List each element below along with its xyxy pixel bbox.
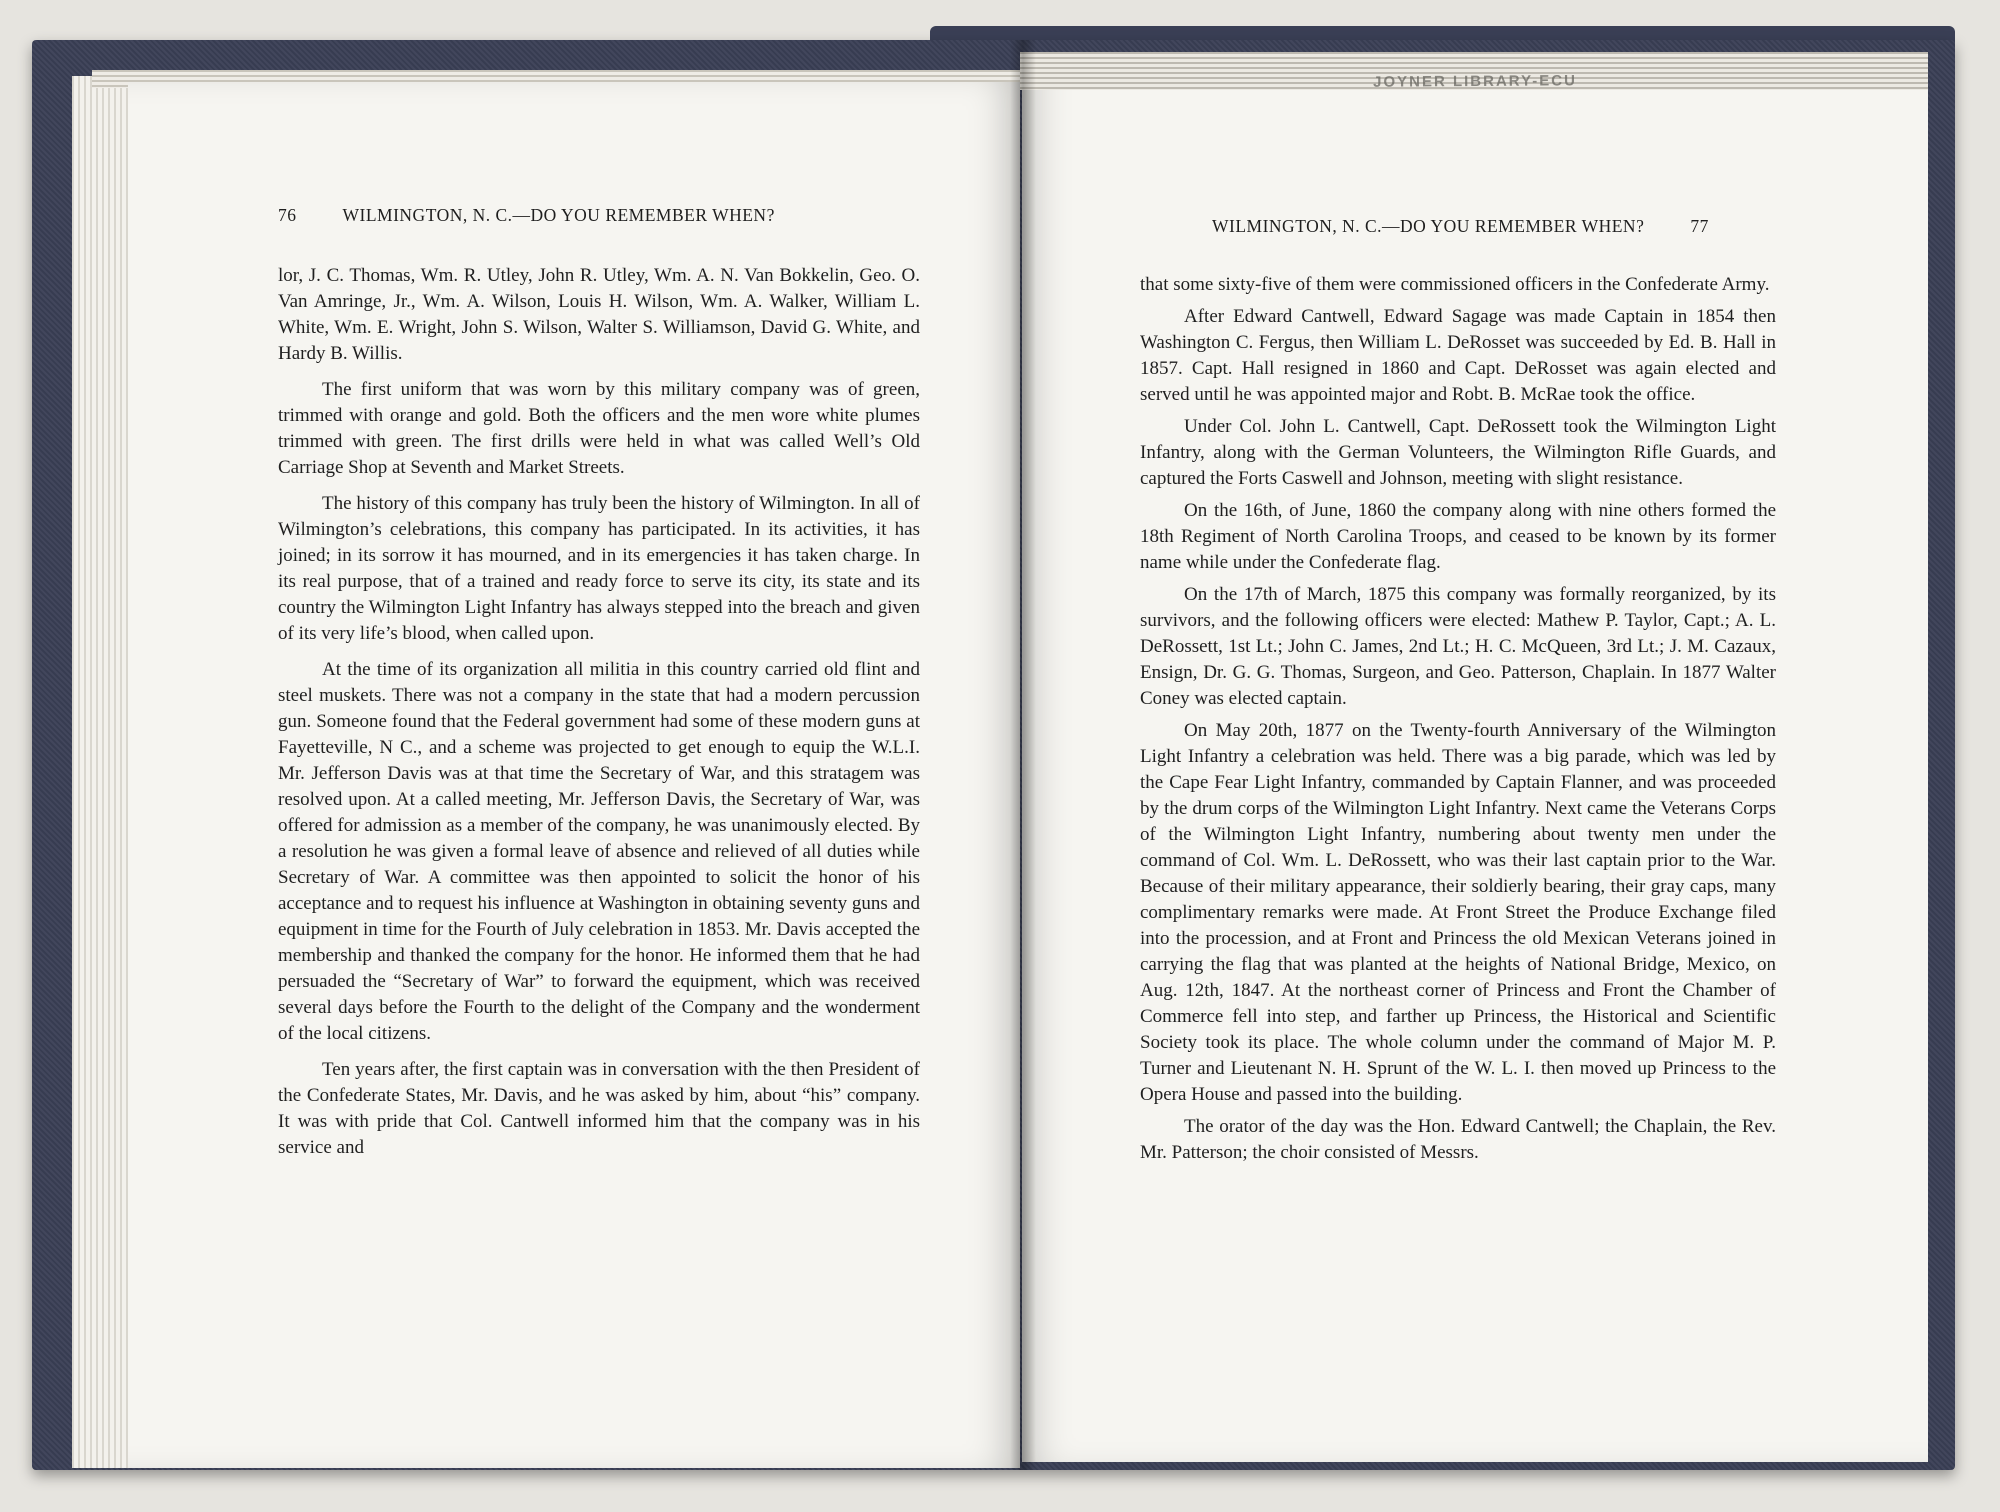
- paragraph: The first uniform that was worn by this military company was of green, trimmed with orange and gold. Both the officers and the men wore white plumes trimmed with green. The first drills were held in what was called Well’s Old Carriage Shop at Seventh and Market Streets.: [278, 379, 920, 478]
- paragraph: On the 16th, of June, 1860 the company along with nine others formed the 18th Regiment of North Carolina Troops, and ceased to be known by its former name while under the Confederate flag.: [1140, 500, 1776, 573]
- paragraph: that some sixty-five of them were commissioned officers in the Confederate Army.: [1140, 274, 1770, 295]
- right-running-head-title: WILMINGTON, N. C.—DO YOU REMEMBER WHEN?: [1212, 216, 1645, 236]
- paragraph: On May 20th, 1877 on the Twenty-fourth Anniversary of the Wilmington Light Infantry a celebration was held. There was a big parade, which was led by the Cape Fear Light Infantry, commanded by Captain Flanner, and was proceeded by the drum corps of the Wilmington Light Infantry. Next came the Veterans Corps of the Wilmington Light Infantry, numbering about twenty men under the command of Col. Wm. L. DeRossett, who was their last captain prior to the War. Because of their military appearance, their soldierly bearing, their gray caps, many complimentary remarks were made. At Front Street the Produce Exchange filed into the procession, and at Front and Princess the old Mexican Veterans joined in carrying the flag that was planted at the heights of National Bridge, Mexico, on Aug. 12th, 1847. At the northeast corner of Princess and Front the Chamber of Commerce fell into step, and farther up Princess, the Historical and Scientific Society took its place. The whole column under the command of Major M. P. Turner and Lieutenant N. H. Sprunt of the W. L. I. then moved up Princess to the Opera House and passed into the building.: [1140, 720, 1776, 1105]
- paragraph: The history of this company has truly been the history of Wilmington. In all of Wilmington’s celebrations, this company has participated. In its activities, it has joined; in its sorrow it has mourned, and in its emergencies it has taken charge. In its real purpose, that of a trained and ready force to serve its city, its state and its country the Wilmington Light Infantry has always stepped into the breach and given of its very life’s blood, when called upon.: [278, 493, 920, 644]
- paragraph: The orator of the day was the Hon. Edward Cantwell; the Chaplain, the Rev. Mr. Patterson; the choir consisted of Messrs.: [1140, 1116, 1776, 1163]
- paragraph: Ten years after, the first captain was in conversation with the then President of the Confederate States, Mr. Davis, and he was asked by him, about “his” company. It was with pride that Col. Cantwell informed him that the company was in his service and: [278, 1059, 920, 1158]
- paragraph: On the 17th of March, 1875 this company was formally reorganized, by its survivors, and the following officers were elected: Mathew P. Taylor, Capt.; A. L. DeRossett, 1st Lt.; John C. James, 2nd Lt.; H. C. McQueen, 3rd Lt.; J. M. Cazaux, Ensign, Dr. G. G. Thomas, Surgeon, and Geo. Patterson, Chaplain. In 1877 Walter Coney was elected captain.: [1140, 584, 1776, 709]
- left-running-head-title: WILMINGTON, N. C.—DO YOU REMEMBER WHEN?: [342, 205, 775, 225]
- right-running-head: [1212, 216, 1709, 237]
- right-page-body: [1140, 272, 1776, 1166]
- left-page-body: [278, 263, 920, 1161]
- paragraph: After Edward Cantwell, Edward Sagage was made Captain in 1854 then Washington C. Fergus, then William L. DeRosset was succeeded by Ed. B. Hall in 1857. Capt. Hall resigned in 1860 and Capt. DeRosset was again elected and served until he was appointed major and Robt. B. McRae took the office.: [1140, 306, 1776, 405]
- paragraph: lor, J. C. Thomas, Wm. R. Utley, John R. Utley, Wm. A. N. Van Bokkelin, Geo. O. Van Amringe, Jr., Wm. A. Wilson, Louis H. Wilson, Wm. A. Walker, William L. White, Wm. E. Wright, John S. Wilson, Walter S. Williamson, David G. White, and Hardy B. Willis.: [278, 265, 920, 364]
- left-running-head: [278, 205, 775, 226]
- left-page-number: 76: [278, 205, 297, 225]
- library-stamp: JOYNER LIBRARY-ECU: [1373, 72, 1577, 91]
- book-gutter: [1010, 40, 1036, 1470]
- paragraph: Under Col. John L. Cantwell, Capt. DeRossett took the Wilmington Light Infantry, along with the German Volunteers, the Wilmington Rifle Guards, and captured the Forts Caswell and Johnson, meeting with slight resistance.: [1140, 416, 1776, 489]
- paragraph: At the time of its organization all militia in this country carried old flint and steel muskets. There was not a company in the state that had a modern percussion gun. Someone found that the Federal government had some of these modern guns at Fayetteville, N C., and a scheme was projected to get enough to equip the W.L.I. Mr. Jefferson Davis was at that time the Secretary of War, and this stratagem was resolved upon. At a called meeting, Mr. Jefferson Davis, the Secretary of War, was offered for admission as a member of the company, he was unanimously elected. By a resolution he was given a formal leave of absence and relieved of all duties while Secretary of War. A committee was then appointed to solicit the honor of his acceptance and to request his influence at Washington in obtaining seventy guns and equipment in time for the Fourth of July celebration in 1853. Mr. Davis accepted the membership and thanked the company for the honor. He informed them that he had persuaded the “Secretary of War” to forward the equipment, which was received several days before the Fourth to the delight of the Company and the wonderment of the local citizens.: [278, 659, 920, 1044]
- right-page-number: 77: [1690, 216, 1709, 236]
